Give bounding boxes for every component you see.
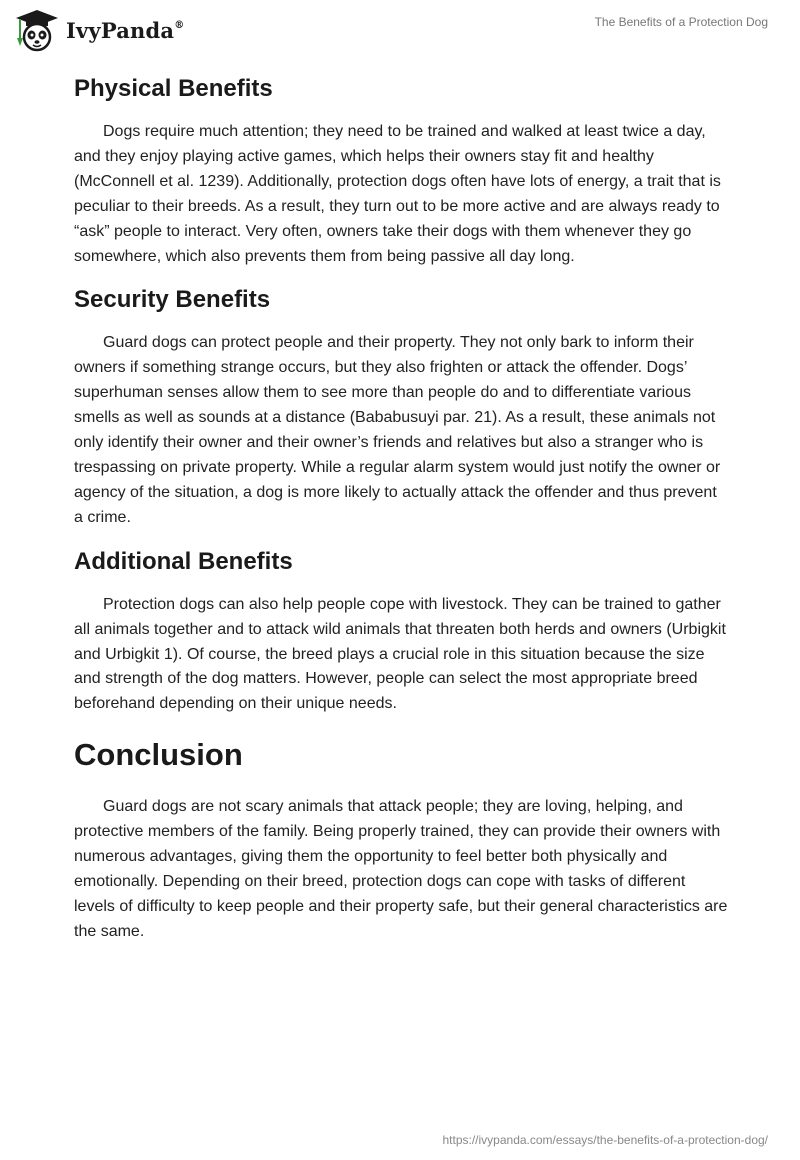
section-security-benefits [74, 281, 728, 530]
section-paragraph: Protection dogs can also help people cope with livestock. They can be trained to gather all animals together and to attack wild animals that threaten both herds and owners (Urbigkit and Urbigkit 1). Of course, the breed plays a crucial role in this situation because the size and strength of the dog matters. However, people can select the most appropriate breed beforehand depending on their unique needs. [74, 595, 726, 713]
section-paragraph: Dogs require much attention; they need to be trained and walked at least twice a day, and they enjoy playing active games, which helps their owners stay fit and healthy (McConnell et al. 1239). Additionally, protection dogs often have lots of energy, a trait that is peculiar to their breeds. As a result, they turn out to be more active and are always ready to “ask” people to interact. Very often, owners take their dogs with them whenever they go somewhere, which also prevents them from being passive all day long. [74, 123, 721, 265]
section-heading: Additional Benefits [74, 547, 293, 575]
section-paragraph: Guard dogs can protect people and their property. They not only bark to inform their owners if something strange occurs, but they also frighten or attack the offender. Dogs’ superhuman senses allow them to see more than people do and to differentiate various smells as well as sounds at a distance (Bababusuyi par. 21). As a result, these animals not only identify their owner and their owner’s friends and relatives but also a stranger who is trespassing on private property. While a regular alarm system would just notify the owner or agency of the situation, a dog is more likely to actually attack the offender and thus prevent a crime. [74, 334, 721, 526]
page-header [0, 0, 800, 64]
section-additional-benefits [74, 543, 728, 718]
section-heading: Security Benefits [74, 286, 271, 314]
section-conclusion [74, 731, 728, 944]
conclusion-heading: Conclusion [74, 737, 243, 773]
section-heading: Physical Benefits [74, 75, 273, 102]
brand-name: IvyPanda® [66, 17, 185, 43]
source-url-link[interactable]: https://ivypanda.com/essays/the-benefits-of-a-protection-dog/ [442, 1133, 768, 1147]
section-paragraph: Guard dogs are not scary animals that attack people; they are loving, helping, and protective members of the family. Being properly trained, they can provide their owners with numerous advantages, giving them the opportunity to feel better both physically and emotionally. Depending on their breed, protection dogs can cope with tasks of different levels of difficulty to keep people and their property safe, but their general characteristics are the same. [74, 798, 728, 940]
section-physical-benefits [74, 70, 728, 269]
document-title: The Benefits of a Protection Dog [594, 15, 768, 29]
essay-body [74, 70, 728, 945]
panda-logo-icon [14, 8, 60, 52]
ivypanda-logo[interactable] [14, 8, 184, 52]
